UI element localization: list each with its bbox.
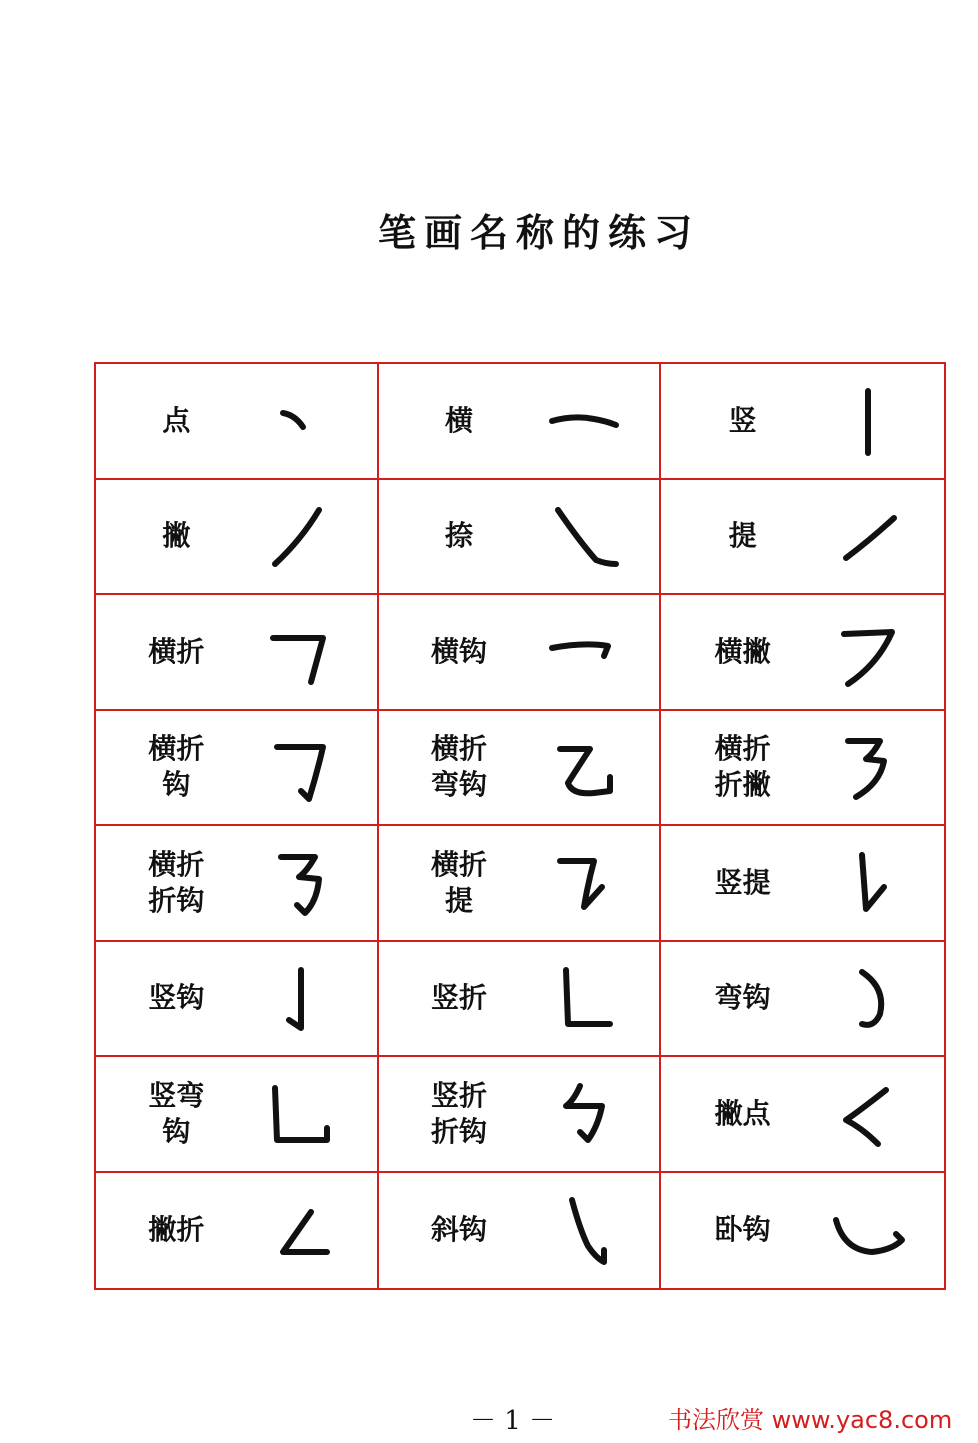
page-title: 笔画名称的练习 [377, 210, 700, 255]
stroke-name: 弯钩 [714, 981, 771, 1015]
stroke-cell [661, 826, 944, 942]
stroke-cell [96, 826, 379, 942]
stroke-name: 横撇 [714, 634, 771, 668]
na-stroke-icon [544, 496, 624, 576]
stroke-name: 撇点 [714, 1096, 771, 1130]
stroke-cell [379, 1173, 662, 1289]
stroke-name: 横折 折钩 [148, 847, 205, 917]
stroke-name: 竖折 [430, 981, 487, 1015]
shuwangou-stroke-icon [261, 1074, 341, 1154]
stroke-cell [379, 1057, 662, 1173]
stroke-name: 横折 钩 [148, 732, 205, 802]
shuzhe-stroke-icon [544, 958, 624, 1038]
stroke-cell [96, 364, 379, 480]
hengzhe-stroke-icon [261, 612, 341, 692]
hengpie-stroke-icon [828, 612, 908, 692]
stroke-cell [379, 595, 662, 711]
stroke-cell [379, 364, 662, 480]
ti-stroke-icon [828, 496, 908, 576]
hengzhezhegou-stroke-icon [261, 843, 341, 923]
henggou-stroke-icon [544, 612, 624, 692]
shuti-stroke-icon [828, 843, 908, 923]
stroke-name: 提 [728, 519, 757, 553]
hengzheti-stroke-icon [544, 843, 624, 923]
stroke-name: 竖提 [714, 865, 771, 899]
piedian-stroke-icon [828, 1074, 908, 1154]
stroke-name: 竖 [728, 403, 757, 437]
stroke-cell [661, 942, 944, 1058]
stroke-cell [379, 826, 662, 942]
stroke-name: 斜钩 [430, 1213, 487, 1247]
page-number: － 1 － [470, 1406, 556, 1436]
stroke-name: 横折 折撇 [714, 732, 771, 802]
wangou-stroke-icon [828, 958, 908, 1038]
shuzhezhegou-stroke-icon [544, 1074, 624, 1154]
stroke-cell [661, 1057, 944, 1173]
stroke-cell [379, 942, 662, 1058]
piezhe-stroke-icon [261, 1190, 341, 1270]
stroke-cell [96, 1173, 379, 1289]
stroke-cell [379, 711, 662, 827]
dian-stroke-icon [261, 381, 341, 461]
stroke-name: 捺 [444, 519, 473, 553]
stroke-name: 点 [162, 403, 191, 437]
stroke-cell [661, 480, 944, 596]
stroke-cell [96, 711, 379, 827]
stroke-name: 横折 弯钩 [430, 732, 487, 802]
stroke-name: 横折 提 [430, 847, 487, 917]
stroke-cell [96, 595, 379, 711]
stroke-name: 卧钩 [714, 1213, 771, 1247]
stroke-name: 竖钩 [148, 981, 205, 1015]
stroke-cell [661, 364, 944, 480]
stroke-cell [661, 1173, 944, 1289]
heng-stroke-icon [544, 381, 624, 461]
stroke-name: 撇 [162, 519, 191, 553]
shu-stroke-icon [828, 381, 908, 461]
stroke-cell [96, 480, 379, 596]
watermark: 书法欣赏 www.yac8.com [668, 1406, 953, 1434]
stroke-cell [96, 942, 379, 1058]
wogou-stroke-icon [828, 1190, 908, 1270]
hengzhewangou-stroke-icon [544, 727, 624, 807]
stroke-table [94, 362, 946, 1290]
stroke-cell [96, 1057, 379, 1173]
stroke-cell [661, 595, 944, 711]
xiegou-stroke-icon [544, 1190, 624, 1270]
hengzhezhepie-stroke-icon [828, 727, 908, 807]
stroke-name: 竖折 折钩 [430, 1078, 487, 1148]
stroke-name: 竖弯 钩 [148, 1078, 205, 1148]
stroke-name: 撇折 [148, 1213, 205, 1247]
pie-stroke-icon [261, 496, 341, 576]
stroke-cell [661, 711, 944, 827]
hengzhegou-stroke-icon [261, 727, 341, 807]
stroke-name: 横折 [148, 634, 205, 668]
stroke-name: 横钩 [430, 634, 487, 668]
shugou-stroke-icon [261, 958, 341, 1038]
stroke-cell [379, 480, 662, 596]
stroke-name: 横 [444, 403, 473, 437]
